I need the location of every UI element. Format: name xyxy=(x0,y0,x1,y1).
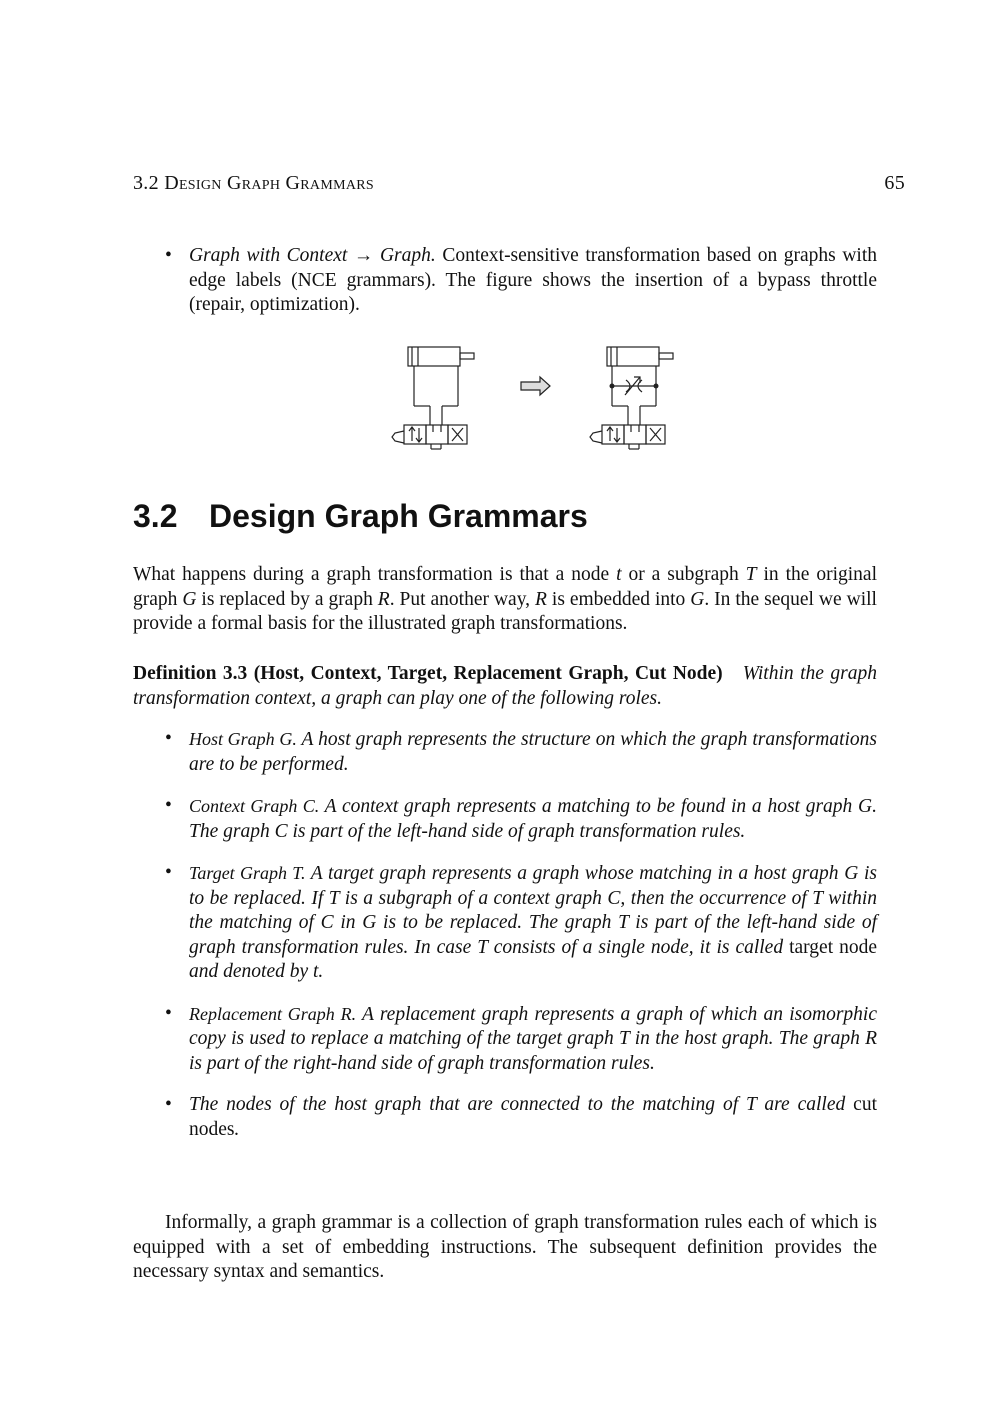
definition-text: Within the graph transformation context, a graph can play one of the following roles. xyxy=(133,663,877,709)
role-term: Host Graph G. xyxy=(189,729,297,749)
section-heading xyxy=(133,498,588,535)
role-text: The nodes of the host graph that are connected to the matching of T are called xyxy=(189,1094,854,1115)
cut-node-dot xyxy=(654,384,659,389)
bullet-marker: • xyxy=(165,1002,172,1024)
role-text: A target graph represents a graph whose matching in a host graph G is to be replaced. If T is a subgraph of a context graph C, then the occurrence of T within the matching of C in G is to be replaced. The graph T is part of the left-hand side of graph transformation rules. In case T consists of a single node, it is called xyxy=(189,863,877,958)
bypass-throttle-figure xyxy=(388,340,678,452)
intro-text: . Put another way, xyxy=(389,588,536,610)
valve-box-2 xyxy=(426,425,448,444)
role-upright: target node xyxy=(789,936,877,958)
role-term: Context Graph C. xyxy=(189,796,320,816)
role-term: Replacement Graph R. xyxy=(189,1003,357,1024)
math-t: t xyxy=(616,564,622,585)
role-upright: cut nodes xyxy=(189,1094,877,1140)
cut-node-dot xyxy=(610,384,615,389)
role-text: A replacement graph represents a graph of which an isomorphic copy is used to replace a matching of the target graph T in the host graph. The graph R is part of the right-hand side of graph transformation rules. xyxy=(189,1003,877,1074)
bullet-marker: • xyxy=(165,862,172,883)
transformation-arrow xyxy=(521,377,550,395)
intro-text: in the original graph xyxy=(133,564,877,610)
list-item xyxy=(165,1002,877,1077)
list-item xyxy=(165,861,877,985)
cylinder-body xyxy=(607,347,659,366)
valve-box-1 xyxy=(602,425,624,444)
page-number: 65 xyxy=(884,172,905,194)
math-R: R xyxy=(535,588,547,610)
item-text: Context-sensitive transformation based on graphs with edge labels (NCE grammars). The figure shows the insertion of a bypass throttle (repair, optimization). xyxy=(189,245,877,315)
list-item xyxy=(165,727,877,777)
bullet-marker: • xyxy=(165,245,172,266)
roles-list xyxy=(165,727,877,1159)
role-term: Target Graph T. xyxy=(189,863,306,883)
left-circuit xyxy=(392,347,474,449)
section-number: 3.2 xyxy=(133,498,178,534)
actuator xyxy=(590,431,602,443)
valve-box-1 xyxy=(404,425,426,444)
intro-text: is replaced by a graph xyxy=(196,588,378,610)
intro-text: or a subgraph xyxy=(621,564,746,585)
cylinder-body xyxy=(408,347,460,366)
role-tail: and denoted by t. xyxy=(189,961,324,982)
role-text: A context graph represents a matching to be found in a host graph G. The graph C is part of the left-hand side of graph transformation rules. xyxy=(189,796,878,842)
piston-rod xyxy=(659,353,673,359)
intro-text: What happens during a graph transformation is that a node xyxy=(133,564,617,585)
piston-rod xyxy=(460,353,474,359)
math-G: G xyxy=(182,588,197,610)
valve-box-2 xyxy=(624,425,646,444)
role-tail: . xyxy=(234,1118,240,1140)
bullet-marker: • xyxy=(165,1094,172,1115)
intro-text: is embedded into xyxy=(546,588,691,610)
right-circuit xyxy=(590,347,673,449)
definition-3-3 xyxy=(133,662,877,711)
section-title: Design Graph Grammars xyxy=(209,498,588,534)
definition-heading: Definition 3.3 (Host, Context, Target, Replacement Graph, Cut Node) xyxy=(133,663,723,684)
math-R: R xyxy=(377,588,390,610)
actuator xyxy=(392,431,404,443)
math-T: T xyxy=(745,564,757,585)
math-G: G xyxy=(690,588,705,610)
intro-text: . In the sequel we will provide a formal basis for the illustrated graph transformations. xyxy=(133,588,877,634)
list-item xyxy=(165,794,877,844)
role-text: A host graph represents the structure on which the graph transformations are to be performed. xyxy=(189,729,877,775)
bullet-marker: • xyxy=(165,728,172,749)
list-item xyxy=(165,1093,877,1142)
item-term: Graph with Context → Graph. xyxy=(189,245,436,266)
context-transformation-item xyxy=(165,244,877,318)
running-head xyxy=(133,172,905,195)
closing-paragraph: Informally, a graph grammar is a collection of graph transformation rules each of which is equipped with a set of embedding instructions. The subsequent definition provides the necessary syntax and semantics. xyxy=(133,1212,877,1282)
bullet-marker: • xyxy=(165,795,172,816)
running-head-title: 3.2 Design Graph Grammars xyxy=(133,172,374,194)
intro-paragraph xyxy=(133,563,877,637)
